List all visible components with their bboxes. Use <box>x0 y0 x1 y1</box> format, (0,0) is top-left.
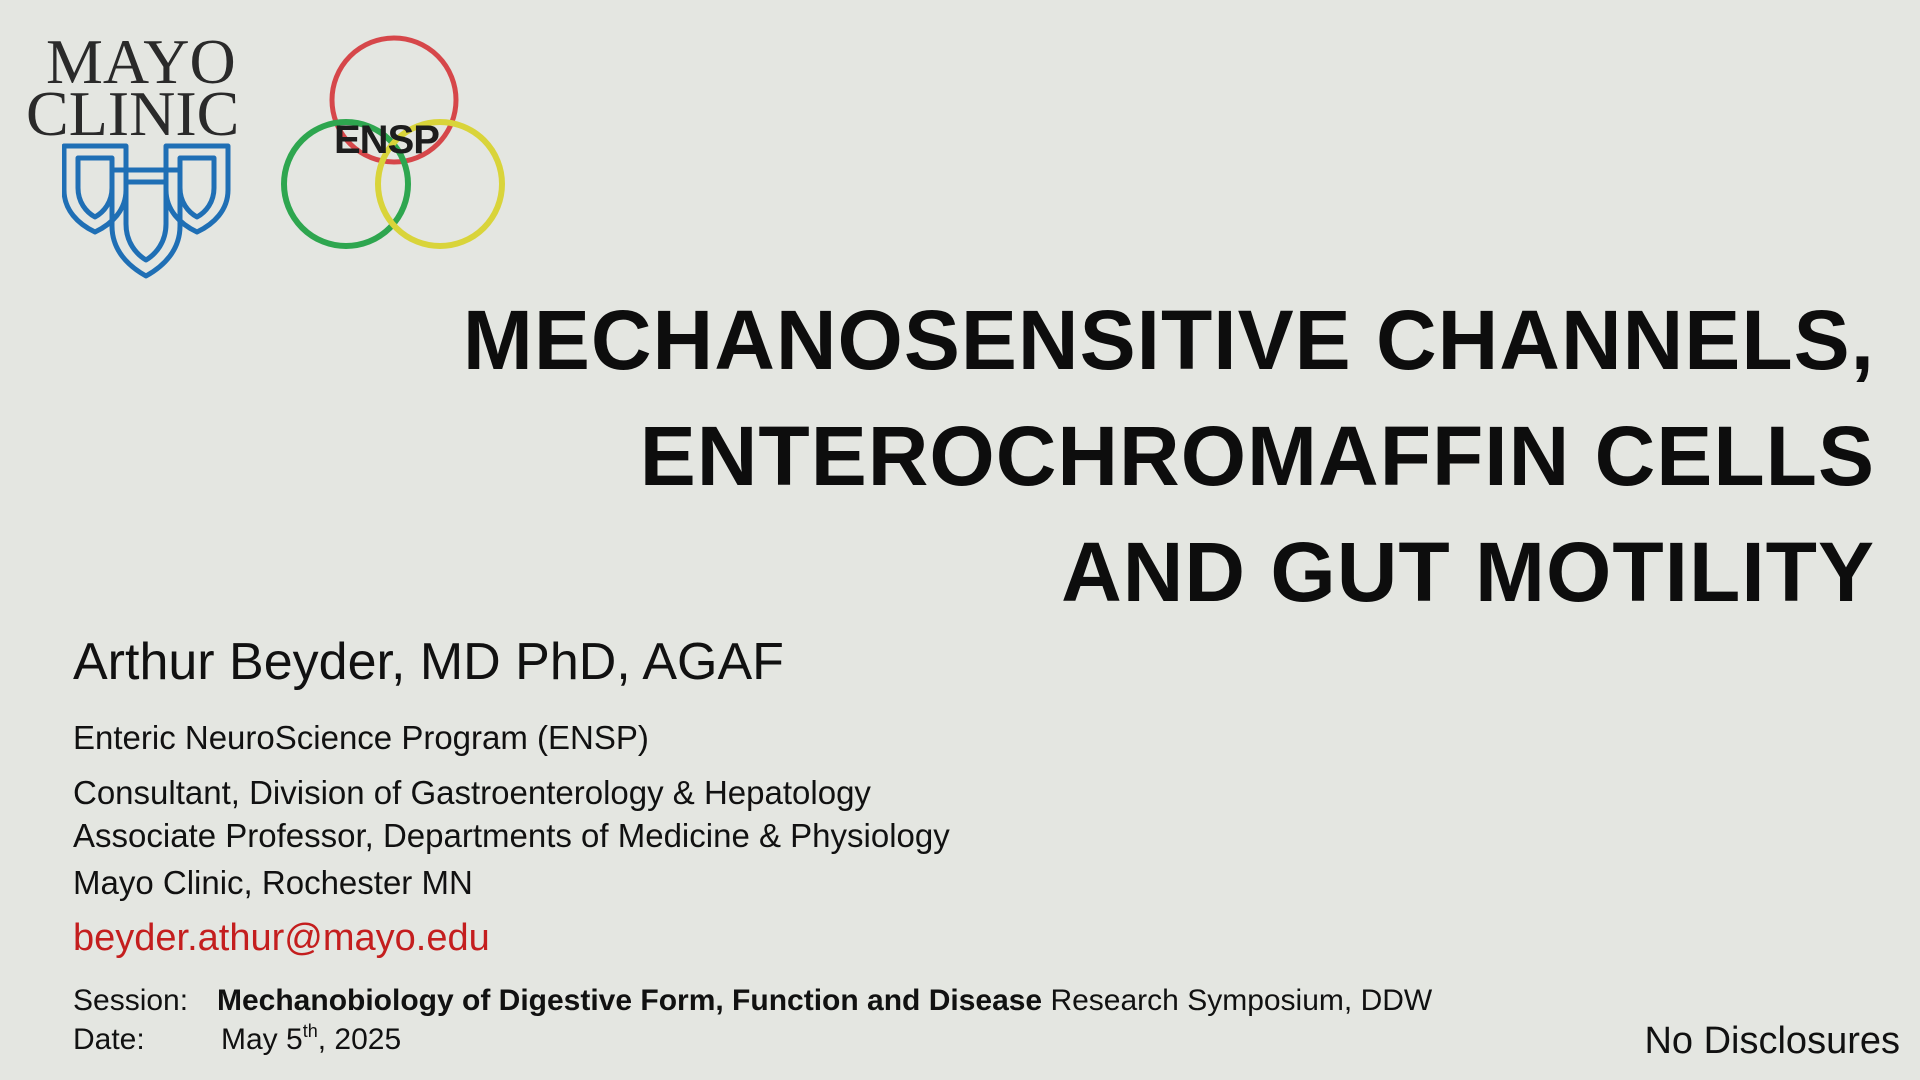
disclosures-note: No Disclosures <box>1644 1020 1900 1062</box>
institution-location: Mayo Clinic, Rochester MN <box>73 864 473 901</box>
ensp-logo-text: ENSP <box>334 118 439 162</box>
session-label: Session: <box>73 984 189 1017</box>
title-line-2: ENTEROCHROMAFFIN CELLS <box>639 409 1875 503</box>
title-line-3: AND GUT MOTILITY <box>1061 525 1875 619</box>
date-info <box>73 1022 401 1058</box>
ensp-logo <box>280 34 512 256</box>
date-year: , 2025 <box>317 1023 402 1056</box>
session-info <box>73 983 1432 1019</box>
slide-title <box>463 282 1875 630</box>
session-name: Mechanobiology of Digestive Form, Function and Disease <box>217 984 1043 1017</box>
title-line-1: MECHANOSENSITIVE CHANNELS, <box>462 293 1875 387</box>
mayo-clinic-logo <box>26 26 268 280</box>
presenter-name: Arthur Beyder, MD PhD, AGAF <box>73 633 784 691</box>
mayo-shields-icon <box>62 142 232 285</box>
program-affiliation: Enteric NeuroScience Program (ENSP) <box>73 719 649 756</box>
clinic-logo-word: CLINIC <box>26 78 240 149</box>
consultant-role: Consultant, Division of Gastroenterology & Hepatology <box>73 774 871 811</box>
session-event: Research Symposium, DDW <box>1042 984 1433 1017</box>
date-label: Date: <box>73 1023 145 1056</box>
professor-role: Associate Professor, Departments of Medicine & Physiology <box>73 817 950 854</box>
date-ordinal-suffix: th <box>302 1021 318 1041</box>
presenter-email-link[interactable]: beyder.athur@mayo.edu <box>73 917 490 959</box>
date-month-day: May 5 <box>221 1023 303 1056</box>
mayo-logo-word: MAYO <box>46 26 236 97</box>
